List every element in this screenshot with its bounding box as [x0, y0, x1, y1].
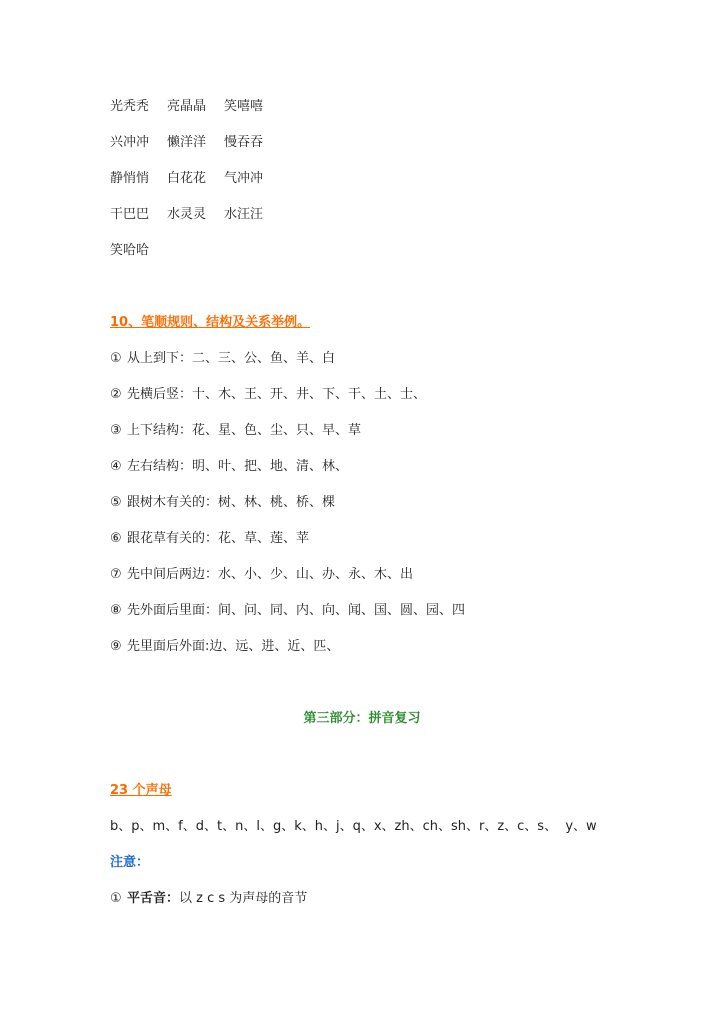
rule-number: ⑨ — [110, 639, 122, 654]
word: 白花花 — [167, 171, 207, 186]
rule-item — [110, 566, 413, 584]
word-row — [110, 98, 281, 116]
note-item-term: 平舌音： — [127, 891, 180, 906]
rule-text: 上下结构：花、星、色、尘、只、早、草 — [127, 423, 362, 438]
rule-number: ⑤ — [110, 495, 122, 510]
word: 静悄悄 — [110, 171, 150, 186]
rule-item — [110, 458, 348, 476]
rule-text: 先横后竖：十、木、王、开、井、下、干、土、士、 — [127, 387, 427, 402]
rule-number: ① — [110, 351, 122, 366]
rule-text: 先里面后外面:边、远、进、近、匹、 — [127, 639, 340, 654]
word: 气冲冲 — [224, 171, 264, 186]
word-row — [110, 134, 281, 152]
rule-item — [110, 494, 335, 512]
rule-item — [110, 638, 339, 656]
rule-text: 跟花草有关的：花、草、莲、苹 — [127, 531, 310, 546]
word: 亮晶晶 — [167, 99, 207, 114]
note-item-number: ① — [110, 891, 122, 906]
section-10-heading: 10、笔顺规则、结构及关系举例。 — [110, 315, 311, 330]
rule-item — [110, 422, 361, 440]
rule-item — [110, 602, 465, 620]
part-3-title: 第三部分：拼音复习 — [303, 711, 421, 726]
note-item-text: 以 z c s 为声母的音节 — [179, 891, 308, 906]
rule-number: ④ — [110, 459, 122, 474]
word: 笑哈哈 — [110, 243, 150, 258]
rule-item — [110, 530, 309, 548]
rule-number: ⑥ — [110, 531, 122, 546]
rule-number: ⑧ — [110, 603, 122, 618]
word: 兴冲冲 — [110, 135, 150, 150]
rule-text: 跟树木有关的：树、林、桃、桥、棵 — [127, 495, 336, 510]
rule-number: ⑦ — [110, 567, 122, 582]
word: 水汪汪 — [224, 207, 264, 222]
word: 干巴巴 — [110, 207, 150, 222]
rule-number: ③ — [110, 423, 122, 438]
rule-text: 先外面后里面：间、问、同、内、向、闻、国、圆、园、四 — [127, 603, 466, 618]
rule-item — [110, 386, 426, 404]
note-label: 注意： — [110, 855, 150, 870]
note-item — [110, 890, 307, 908]
initials-heading: 23 个声母 — [110, 783, 172, 798]
word-row — [110, 170, 281, 188]
word: 水灵灵 — [167, 207, 207, 222]
rule-text: 先中间后两边：水、小、少、山、办、永、木、出 — [127, 567, 414, 582]
rule-item — [110, 350, 335, 368]
rule-text: 从上到下：二、三、公、鱼、羊、白 — [127, 351, 336, 366]
rule-number: ② — [110, 387, 122, 402]
word: 笑嘻嘻 — [224, 99, 264, 114]
initials-list: b、p、m、f、d、t、n、l、g、k、h、j、q、x、zh、ch、sh、r、z、c、s、 y、w — [110, 819, 597, 834]
rule-text: 左右结构：明、叶、把、地、清、林、 — [127, 459, 349, 474]
word: 光秃秃 — [110, 99, 150, 114]
word: 慢吞吞 — [224, 135, 264, 150]
word: 懒洋洋 — [167, 135, 207, 150]
word-row — [110, 206, 281, 224]
word-row — [110, 242, 167, 260]
